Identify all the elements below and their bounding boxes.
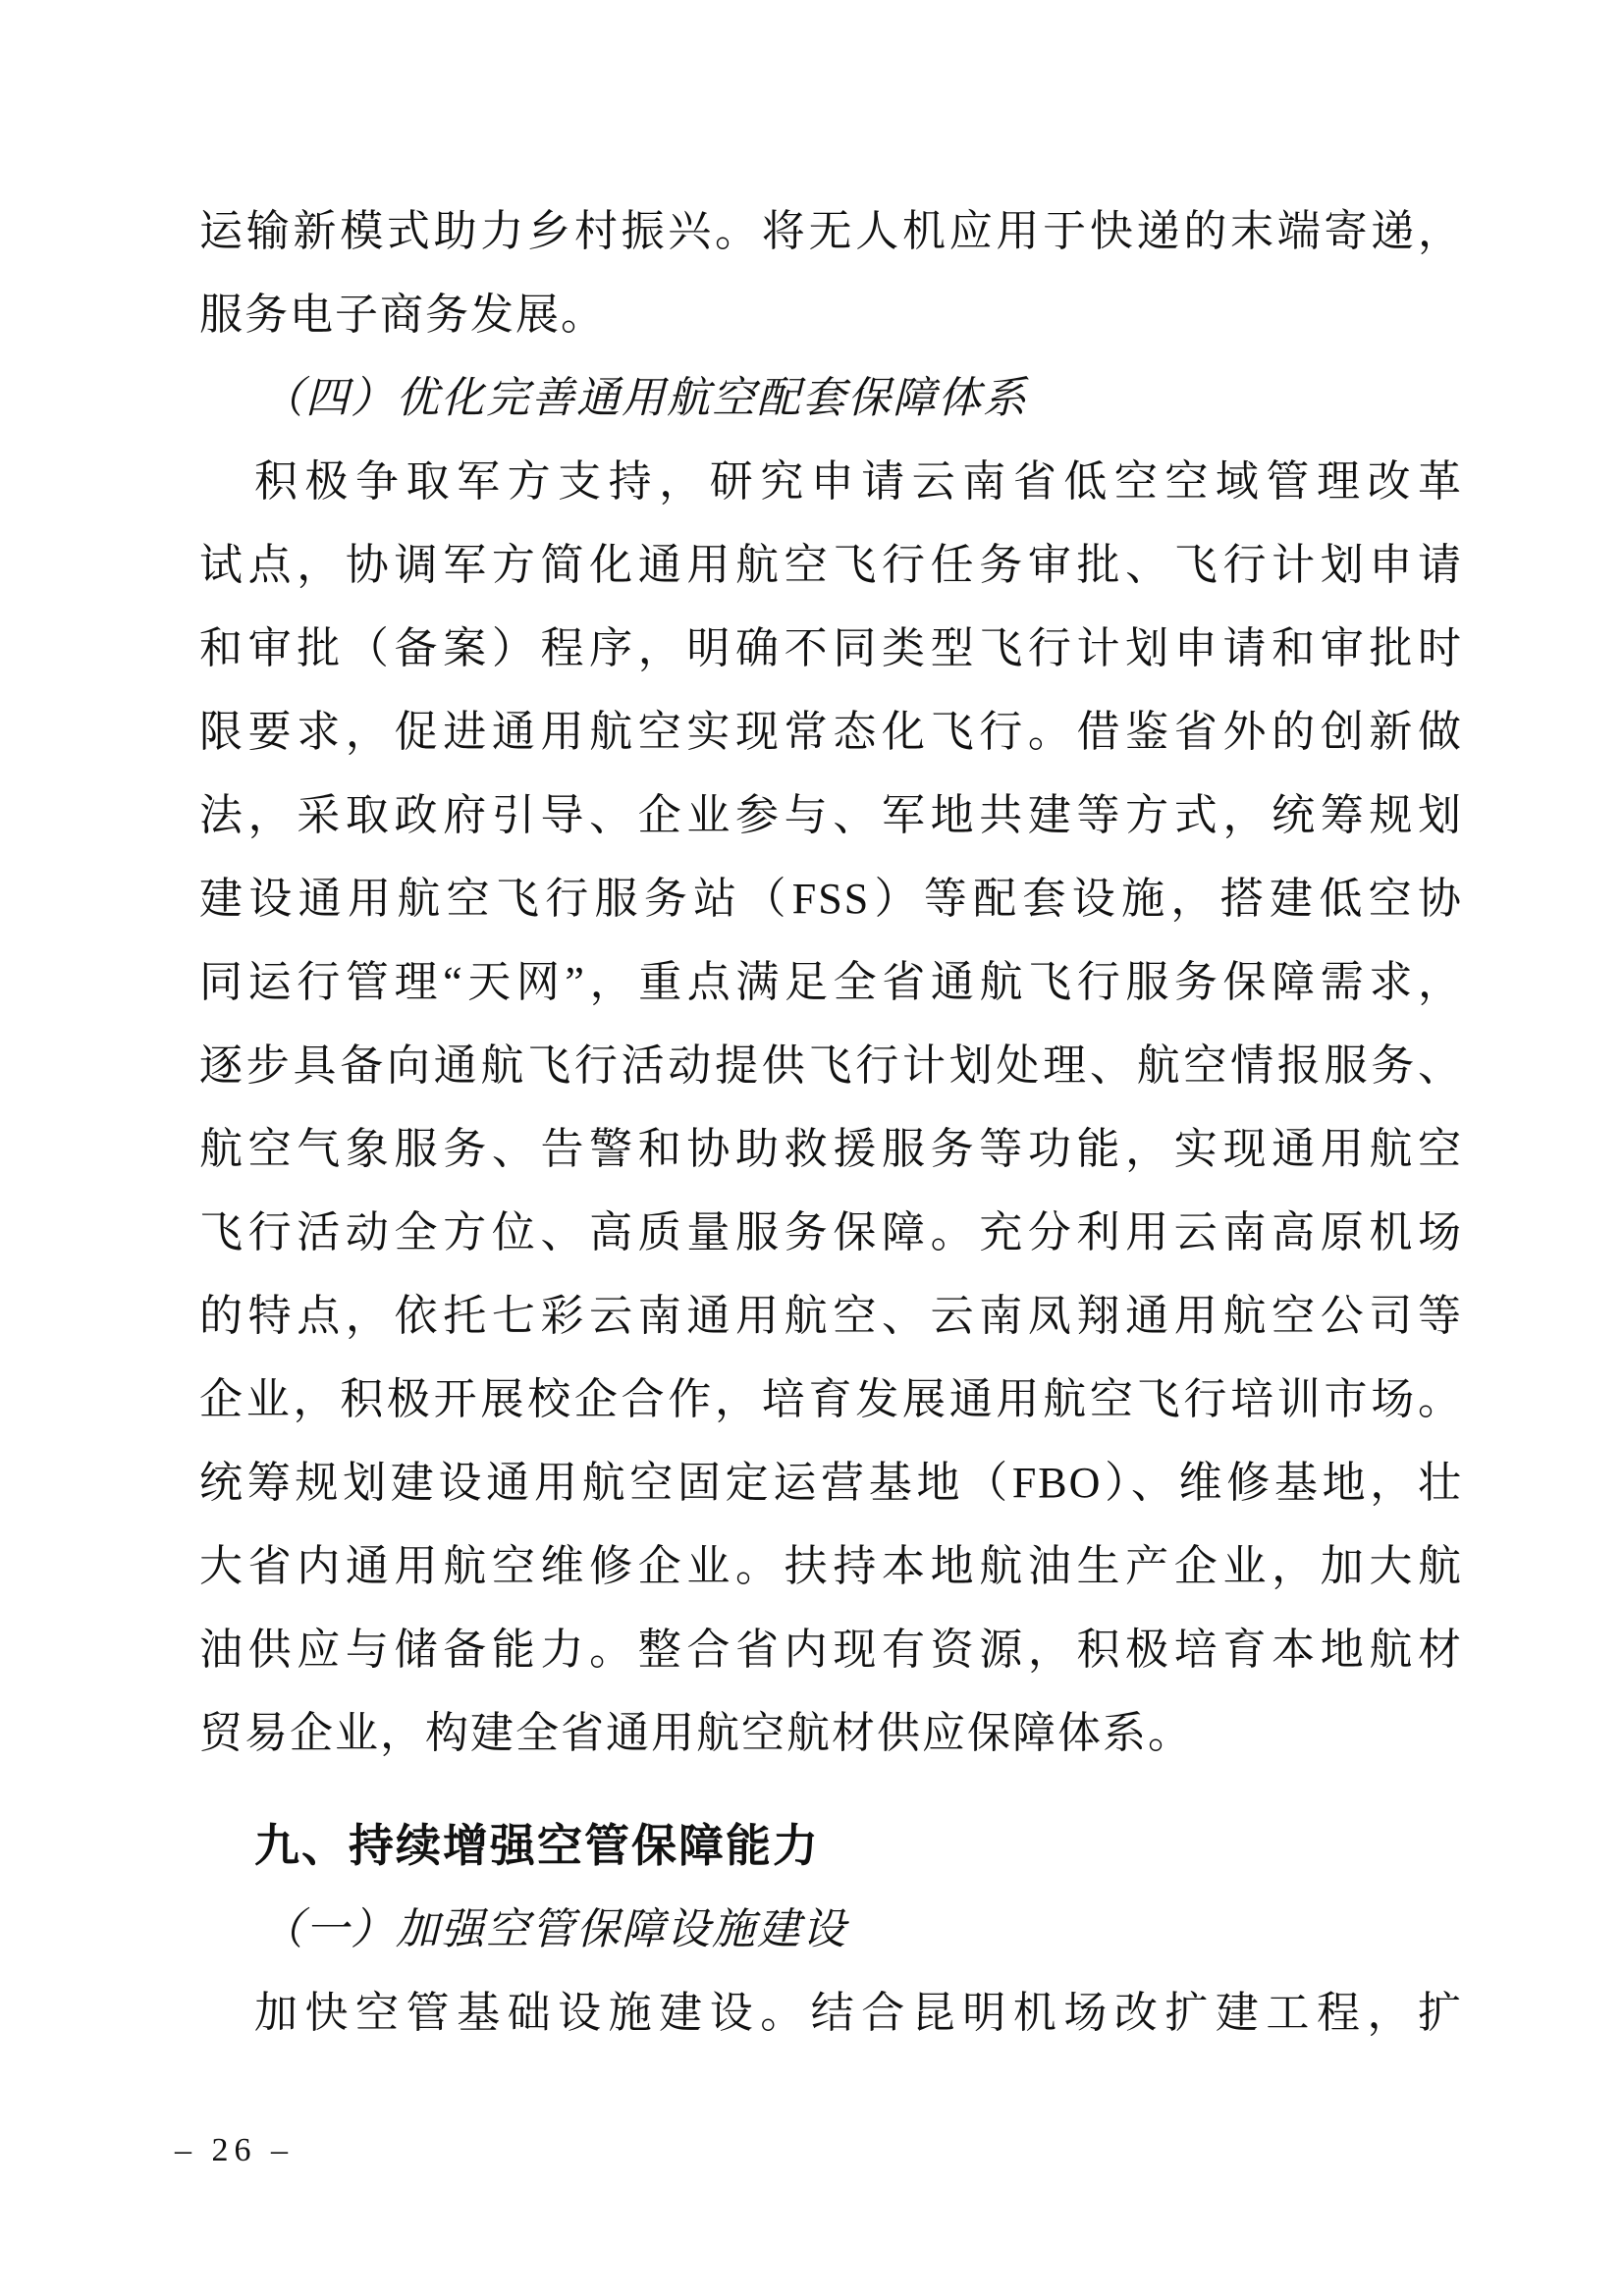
text-line: 建设通用航空飞行服务站（FSS）等配套设施，搭建低空协 xyxy=(199,875,1463,923)
text-line: 积极争取军方支持，研究申请云南省低空空域管理改革 xyxy=(254,457,1463,506)
text-line: 的特点，依托七彩云南通用航空、云南凤翔通用航空公司等 xyxy=(199,1292,1463,1340)
text-line: 逐步具备向通航飞行活动提供飞行计划处理、航空情报服务、 xyxy=(199,1041,1463,1090)
text-line: 贸易企业，构建全省通用航空航材供应保障体系。 xyxy=(199,1709,1193,1757)
text-line: 飞行活动全方位、高质量服务保障。充分利用云南高原机场 xyxy=(199,1208,1463,1256)
text-line: 同运行管理“天网”，重点满足全省通航飞行服务保障需求， xyxy=(199,958,1463,1006)
sub-heading: （一）加强空管保障设施建设 xyxy=(260,1905,847,1953)
text-line: 限要求，促进通用航空实现常态化飞行。借鉴省外的创新做 xyxy=(199,708,1463,756)
text-line: 加快空管基础设施建设。结合昆明机场改扩建工程，扩 xyxy=(254,1989,1463,2037)
text-line: 油供应与储备能力。整合省内现有资源，积极培育本地航材 xyxy=(199,1626,1463,1674)
text-line: 统筹规划建设通用航空固定运营基地（FBO）、维修基地，壮 xyxy=(199,1459,1463,1507)
text-line: 和审批（备案）程序，明确不同类型飞行计划申请和审批时 xyxy=(199,624,1463,672)
text-line: 大省内通用航空维修企业。扶持本地航油生产企业，加大航 xyxy=(199,1542,1463,1590)
text-line: 航空气象服务、告警和协助救援服务等功能，实现通用航空 xyxy=(199,1125,1463,1173)
section-heading: 九、持续增强空管保障能力 xyxy=(254,1820,820,1871)
text-line: 法，采取政府引导、企业参与、军地共建等方式，统筹规划 xyxy=(199,791,1463,839)
document-text-block xyxy=(199,189,1463,2055)
sub-heading: （四）优化完善通用航空配套保障体系 xyxy=(260,374,1028,422)
text-line: 服务电子商务发展。 xyxy=(199,291,606,339)
text-line: 试点，协调军方简化通用航空飞行任务审批、飞行计划申请 xyxy=(199,541,1463,589)
page-number: – 26 – xyxy=(175,2132,294,2168)
text-line: 运输新模式助力乡村振兴。将无人机应用于快递的末端寄递， xyxy=(199,207,1463,255)
text-line: 企业，积极开展校企合作，培育发展通用航空飞行培训市场。 xyxy=(199,1375,1463,1423)
